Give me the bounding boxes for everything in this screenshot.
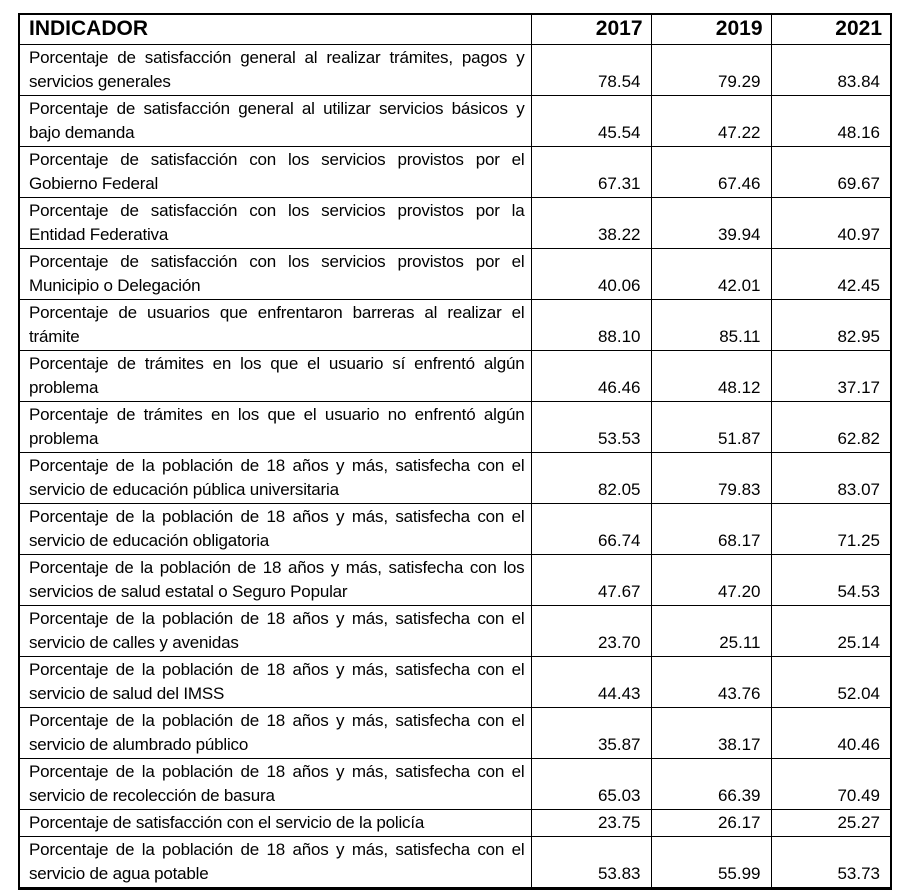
value-2021: 83.84 bbox=[771, 45, 891, 96]
value-2017: 66.74 bbox=[531, 504, 651, 555]
column-header-2021: 2021 bbox=[771, 14, 891, 45]
value-2019: 48.12 bbox=[651, 351, 771, 402]
value-2017: 35.87 bbox=[531, 708, 651, 759]
value-2021: 25.14 bbox=[771, 606, 891, 657]
value-2017: 23.70 bbox=[531, 606, 651, 657]
value-2019: 43.76 bbox=[651, 657, 771, 708]
table-row bbox=[19, 300, 891, 351]
indicator-label: Porcentaje de satisfacción con el servicio de la policía bbox=[19, 810, 531, 837]
table-row bbox=[19, 402, 891, 453]
value-2017: 47.67 bbox=[531, 555, 651, 606]
indicator-label: Porcentaje de la población de 18 años y más, satisfecha con el servicio de salud del IMSS bbox=[19, 657, 531, 708]
table-row bbox=[19, 708, 891, 759]
value-2019: 26.17 bbox=[651, 810, 771, 837]
indicator-label: Porcentaje de la población de 18 años y más, satisfecha con los servicios de salud estatal o Seguro Popular bbox=[19, 555, 531, 606]
table-row bbox=[19, 810, 891, 837]
value-2017: 38.22 bbox=[531, 198, 651, 249]
table-row bbox=[19, 249, 891, 300]
value-2019: 47.20 bbox=[651, 555, 771, 606]
value-2017: 44.43 bbox=[531, 657, 651, 708]
value-2021: 54.53 bbox=[771, 555, 891, 606]
document-page bbox=[18, 13, 892, 890]
table-row bbox=[19, 606, 891, 657]
indicator-label: Porcentaje de usuarios que enfrentaron barreras al realizar el trámite bbox=[19, 300, 531, 351]
table-row bbox=[19, 198, 891, 249]
column-header-2019: 2019 bbox=[651, 14, 771, 45]
indicator-label: Porcentaje de la población de 18 años y más, satisfecha con el servicio de agua potable bbox=[19, 837, 531, 889]
value-2019: 79.29 bbox=[651, 45, 771, 96]
value-2021: 62.82 bbox=[771, 402, 891, 453]
table-row bbox=[19, 147, 891, 198]
value-2021: 71.25 bbox=[771, 504, 891, 555]
value-2021: 25.27 bbox=[771, 810, 891, 837]
value-2017: 53.83 bbox=[531, 837, 651, 889]
value-2017: 65.03 bbox=[531, 759, 651, 810]
value-2017: 53.53 bbox=[531, 402, 651, 453]
value-2021: 37.17 bbox=[771, 351, 891, 402]
value-2019: 66.39 bbox=[651, 759, 771, 810]
value-2019: 42.01 bbox=[651, 249, 771, 300]
indicator-label: Porcentaje de la población de 18 años y más, satisfecha con el servicio de educación obligatoria bbox=[19, 504, 531, 555]
indicator-label: Porcentaje de trámites en los que el usuario sí enfrentó algún problema bbox=[19, 351, 531, 402]
value-2017: 46.46 bbox=[531, 351, 651, 402]
indicator-label: Porcentaje de satisfacción con los servicios provistos por la Entidad Federativa bbox=[19, 198, 531, 249]
table-row bbox=[19, 759, 891, 810]
table-body bbox=[19, 45, 891, 889]
indicator-label: Porcentaje de la población de 18 años y más, satisfecha con el servicio de calles y avenidas bbox=[19, 606, 531, 657]
value-2019: 55.99 bbox=[651, 837, 771, 889]
table-row bbox=[19, 504, 891, 555]
table-row bbox=[19, 657, 891, 708]
table-row bbox=[19, 45, 891, 96]
indicator-label: Porcentaje de satisfacción general al realizar trámites, pagos y servicios generales bbox=[19, 45, 531, 96]
value-2019: 67.46 bbox=[651, 147, 771, 198]
indicator-label: Porcentaje de la población de 18 años y más, satisfecha con el servicio de recolección de basura bbox=[19, 759, 531, 810]
value-2017: 88.10 bbox=[531, 300, 651, 351]
value-2021: 52.04 bbox=[771, 657, 891, 708]
value-2017: 82.05 bbox=[531, 453, 651, 504]
value-2019: 25.11 bbox=[651, 606, 771, 657]
value-2021: 69.67 bbox=[771, 147, 891, 198]
value-2021: 40.97 bbox=[771, 198, 891, 249]
value-2019: 68.17 bbox=[651, 504, 771, 555]
value-2017: 40.06 bbox=[531, 249, 651, 300]
table-row bbox=[19, 351, 891, 402]
value-2021: 82.95 bbox=[771, 300, 891, 351]
value-2017: 45.54 bbox=[531, 96, 651, 147]
value-2021: 83.07 bbox=[771, 453, 891, 504]
table-row bbox=[19, 555, 891, 606]
table-row bbox=[19, 453, 891, 504]
value-2019: 79.83 bbox=[651, 453, 771, 504]
value-2021: 48.16 bbox=[771, 96, 891, 147]
indicator-label: Porcentaje de la población de 18 años y más, satisfecha con el servicio de alumbrado público bbox=[19, 708, 531, 759]
value-2017: 23.75 bbox=[531, 810, 651, 837]
column-header-indicador: INDICADOR bbox=[19, 14, 531, 45]
column-header-2017: 2017 bbox=[531, 14, 651, 45]
indicators-table bbox=[18, 13, 892, 890]
table-row bbox=[19, 837, 891, 889]
indicator-label: Porcentaje de satisfacción con los servicios provistos por el Gobierno Federal bbox=[19, 147, 531, 198]
value-2021: 70.49 bbox=[771, 759, 891, 810]
header-row bbox=[19, 14, 891, 45]
value-2017: 78.54 bbox=[531, 45, 651, 96]
value-2021: 40.46 bbox=[771, 708, 891, 759]
value-2019: 39.94 bbox=[651, 198, 771, 249]
value-2019: 47.22 bbox=[651, 96, 771, 147]
value-2019: 51.87 bbox=[651, 402, 771, 453]
value-2019: 38.17 bbox=[651, 708, 771, 759]
indicator-label: Porcentaje de trámites en los que el usuario no enfrentó algún problema bbox=[19, 402, 531, 453]
value-2017: 67.31 bbox=[531, 147, 651, 198]
value-2021: 42.45 bbox=[771, 249, 891, 300]
table-row bbox=[19, 96, 891, 147]
indicator-label: Porcentaje de satisfacción con los servicios provistos por el Municipio o Delegación bbox=[19, 249, 531, 300]
value-2019: 85.11 bbox=[651, 300, 771, 351]
value-2021: 53.73 bbox=[771, 837, 891, 889]
indicator-label: Porcentaje de satisfacción general al utilizar servicios básicos y bajo demanda bbox=[19, 96, 531, 147]
indicator-label: Porcentaje de la población de 18 años y más, satisfecha con el servicio de educación pública universitaria bbox=[19, 453, 531, 504]
